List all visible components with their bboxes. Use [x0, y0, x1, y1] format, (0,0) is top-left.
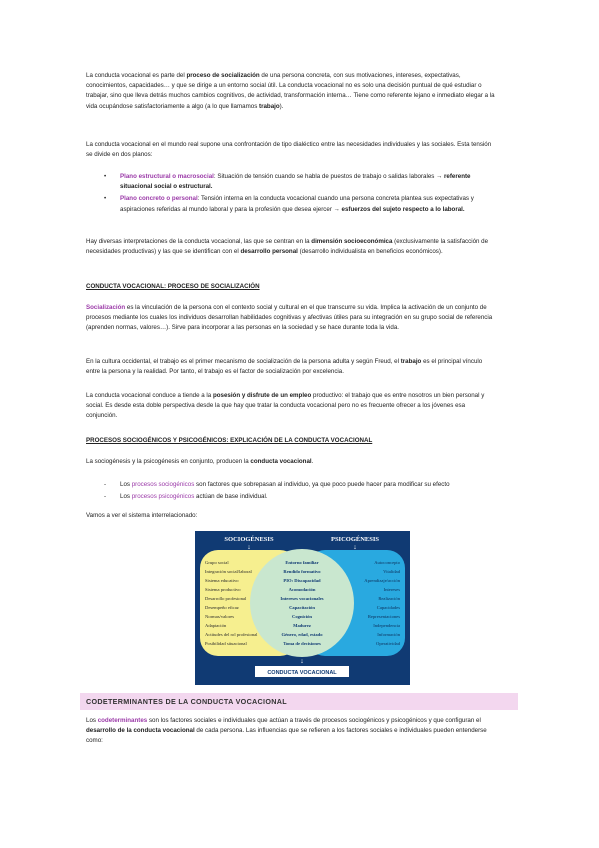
text-bold: proceso de socialización [186, 72, 260, 79]
diagram-item: Entorno familiar [285, 560, 319, 565]
diagram-item: Independencia [373, 623, 400, 628]
text: (desarrollo individualista en beneficios económicos). [297, 248, 443, 256]
text: La sociogénesis y la psicogénesis en conjunto, producen la [86, 458, 251, 465]
diagram-item: Intereses [383, 587, 400, 592]
plane-text: : Tensión interna en la conducta vocacional cuando una persona concreta plantea sus expectativas y aspiraciones referidas al mundo laboral y para la profesión que desea ejercer → [120, 195, 474, 213]
diagram-item: Acomodación [288, 587, 316, 592]
term-codeterminantes: codeterminantes [97, 717, 148, 724]
diagram-item: Operatividad [376, 641, 400, 646]
arrow-down-icon: ↓ [300, 658, 304, 665]
text: Hay diversas interpretaciones de la conducta vocacional, las que se centran en la [86, 238, 312, 245]
diagram-item: Rendido formativo [283, 569, 321, 574]
text: La conducta vocacional conduce a tiende a la [86, 392, 213, 399]
text: es el principal vínculo entre la persona y la realidad. Por tanto, el trabajo es el factor de socialización por excelencia. [86, 358, 483, 376]
paragraph-tension: La conducta vocacional en el mundo real supone una confrontación de tipo dialéctico entre las necesidades individuales y las sociales. Esta tensión se divide en dos planos: [86, 141, 492, 159]
diagram-item: Intereses vocacionales [280, 596, 324, 601]
section-heading-procesos: PROCESOS SOCIOGÉNICOS Y PSICOGÉNICOS: EXPLICACIÓN DE LA CONDUCTA VOCACIONAL [86, 437, 373, 444]
text-bold: trabajo [400, 358, 422, 365]
planes-list [86, 172, 496, 215]
list-item [86, 480, 496, 490]
text: son factores que sobrepasan al individuo, ya que poco puede hacer para modificar su efecto [194, 481, 450, 488]
diagram-item: Aprendizaje/acción [364, 578, 400, 583]
text-bold: dimensión socioeconómica [311, 238, 393, 245]
term: procesos psicogénicos [131, 493, 195, 501]
diagram-item: Sistema productivo [205, 587, 241, 592]
paragraph-interpretations [86, 237, 496, 257]
procesos-list [86, 480, 496, 502]
diagram-item: Normas/valores [205, 614, 235, 619]
diagram-item: Capacidades [376, 605, 400, 610]
bullet-dot: • [104, 173, 107, 180]
text-bold: desarrollo personal [240, 248, 298, 256]
diagram-item: Desarrollo profesional [205, 596, 247, 601]
section-heading-codeterminantes [80, 693, 518, 710]
arrow-down-icon: ↓ [353, 544, 357, 551]
diagram-item: Cognición [292, 614, 312, 619]
section-heading-socializacion: CONDUCTA VOCACIONAL: PROCESO DE SOCIALIZACIÓN [86, 283, 260, 290]
interrelated-system-diagram [195, 531, 410, 685]
list-item [86, 492, 496, 502]
diagram-item: Actitudes del rol profesional [205, 632, 258, 637]
plane-title: Plano concreto o personal [120, 195, 198, 203]
paragraph-occidental [86, 357, 496, 377]
text: Los [86, 717, 98, 724]
text-bold: desarrollo de la conducta vocacional [86, 727, 195, 735]
list-item [86, 194, 496, 214]
text: son los factores sociales e individuales que actúan a través de procesos sociogénicos y psicogénicos y que configuran el [147, 717, 481, 724]
diagram-item: Información [377, 632, 400, 637]
text: ). [279, 102, 284, 110]
text-bold: trabajo [259, 102, 280, 110]
diagram-item: PIO: Discapacidad [283, 578, 321, 583]
paragraph-sociogenesis [86, 457, 496, 467]
text: (exclusivamente la satisfacción de necesidades productivas) y las que se identifican con el [86, 238, 489, 256]
text: Los [120, 493, 132, 501]
text: En la cultura occidental, el trabajo es el primer mecanismo de socialización de la persona adulta y según Freud, el [86, 358, 401, 365]
text-bold: conducta vocacional [250, 458, 312, 465]
paragraph-socializacion [86, 303, 496, 334]
text: actúan de base individual. [194, 493, 268, 501]
paragraph-codeterminantes [86, 716, 496, 747]
psicogenesis-title: PSICOGÉNESIS [330, 536, 380, 543]
diagram-item: Capacitación [289, 605, 315, 610]
diagram-item: Grupo social [205, 560, 229, 565]
bullet-dot: • [104, 195, 107, 203]
paragraph-sistema: Vamos a ver el sistema interrelacionado: [86, 512, 198, 519]
text: de cada persona. Las influencias que se refieren a los factores sociales e individuales pueden entenderse como: [86, 727, 487, 745]
sociogenesis-title: SOCIOGÉNESIS [224, 536, 274, 543]
heading-text: CODETERMINANTES DE LA CONDUCTA VOCACIONAL [86, 697, 287, 706]
bullet-dash: - [104, 481, 107, 488]
text: es la vinculación de la persona con el contexto social y cultural en el que transcurre su vida. Implica la activación de un conjunto de procesos mediante los cuales los individuos desarrollan habilidades cognitivas y afectivas útiles para su integración en su grupo social de referencia (aprenden normas, valores…). Sirve para incorporar a las personas en la sociedad y se hace durante toda la vida. [86, 304, 493, 332]
text: productivo: el trabajo que es entre nosotros un bien personal y social. Es desde esta doble perspectiva desde la que hay que tratar la conducta vocacional pero no es frecuente ofrecer a los jóvenes esa conjunción. [86, 392, 485, 420]
diagram-item: Toma de decisiones [283, 641, 321, 646]
diagram-item: Desempeño eficaz [205, 605, 239, 610]
term: procesos sociogénicos [131, 481, 195, 488]
diagram-item: Realización [378, 596, 400, 601]
diagram-item: Posibilidad situacional [205, 641, 247, 646]
list-item [86, 172, 496, 192]
bullet-dash: - [104, 493, 107, 501]
plane-title: Plano estructural o macrosocial [120, 173, 214, 180]
text: . [311, 458, 314, 465]
conducta-vocacional-label: CONDUCTA VOCACIONAL [267, 670, 337, 676]
paragraph-intro [86, 71, 496, 112]
text: de una persona concreta, con sus motivaciones, intereses, expectativas, conocimientos, capacidades… y que se dirige a un entorno social útil. La conducta vocacional no es solo una decisión puntual de qué estudiar o trabajar, sino que lleva detrás muchos cambios cognitivos, de actividad, transformación interna… Tiene como referente lejano e inmediato elegar a la vida ocupándose satisfactoriamente a algo (a lo que llamamos [86, 72, 495, 110]
diagram-item: Adaptación [205, 623, 227, 628]
diagram-item: Vitalidad [383, 569, 400, 574]
diagram-item: Autoconcepto [374, 560, 400, 565]
plane-text: : Situación de tensión cuando se habla de puestos de trabajo o salidas laborales → [213, 173, 445, 180]
diagram-item: Integración social/laboral [205, 569, 252, 574]
diagram-item: Sistema educativo [205, 578, 239, 583]
paragraph-empleo [86, 391, 496, 422]
diagram-item: Madurez [293, 623, 311, 628]
plane-bold: referente situacional social o estructural. [120, 173, 471, 191]
diagram-item: Género, edad, estado [281, 632, 323, 637]
arrow-down-icon: ↓ [247, 544, 251, 551]
text-bold: posesión y disfrute de un empleo [212, 392, 312, 399]
plane-bold: esfuerzos del sujeto respecto a lo laboral. [341, 205, 465, 213]
diagram-item: Representaciones [367, 614, 400, 619]
term-socializacion: Socialización [86, 304, 126, 311]
text: Los [120, 481, 132, 488]
text: La conducta vocacional es parte del [86, 72, 187, 79]
